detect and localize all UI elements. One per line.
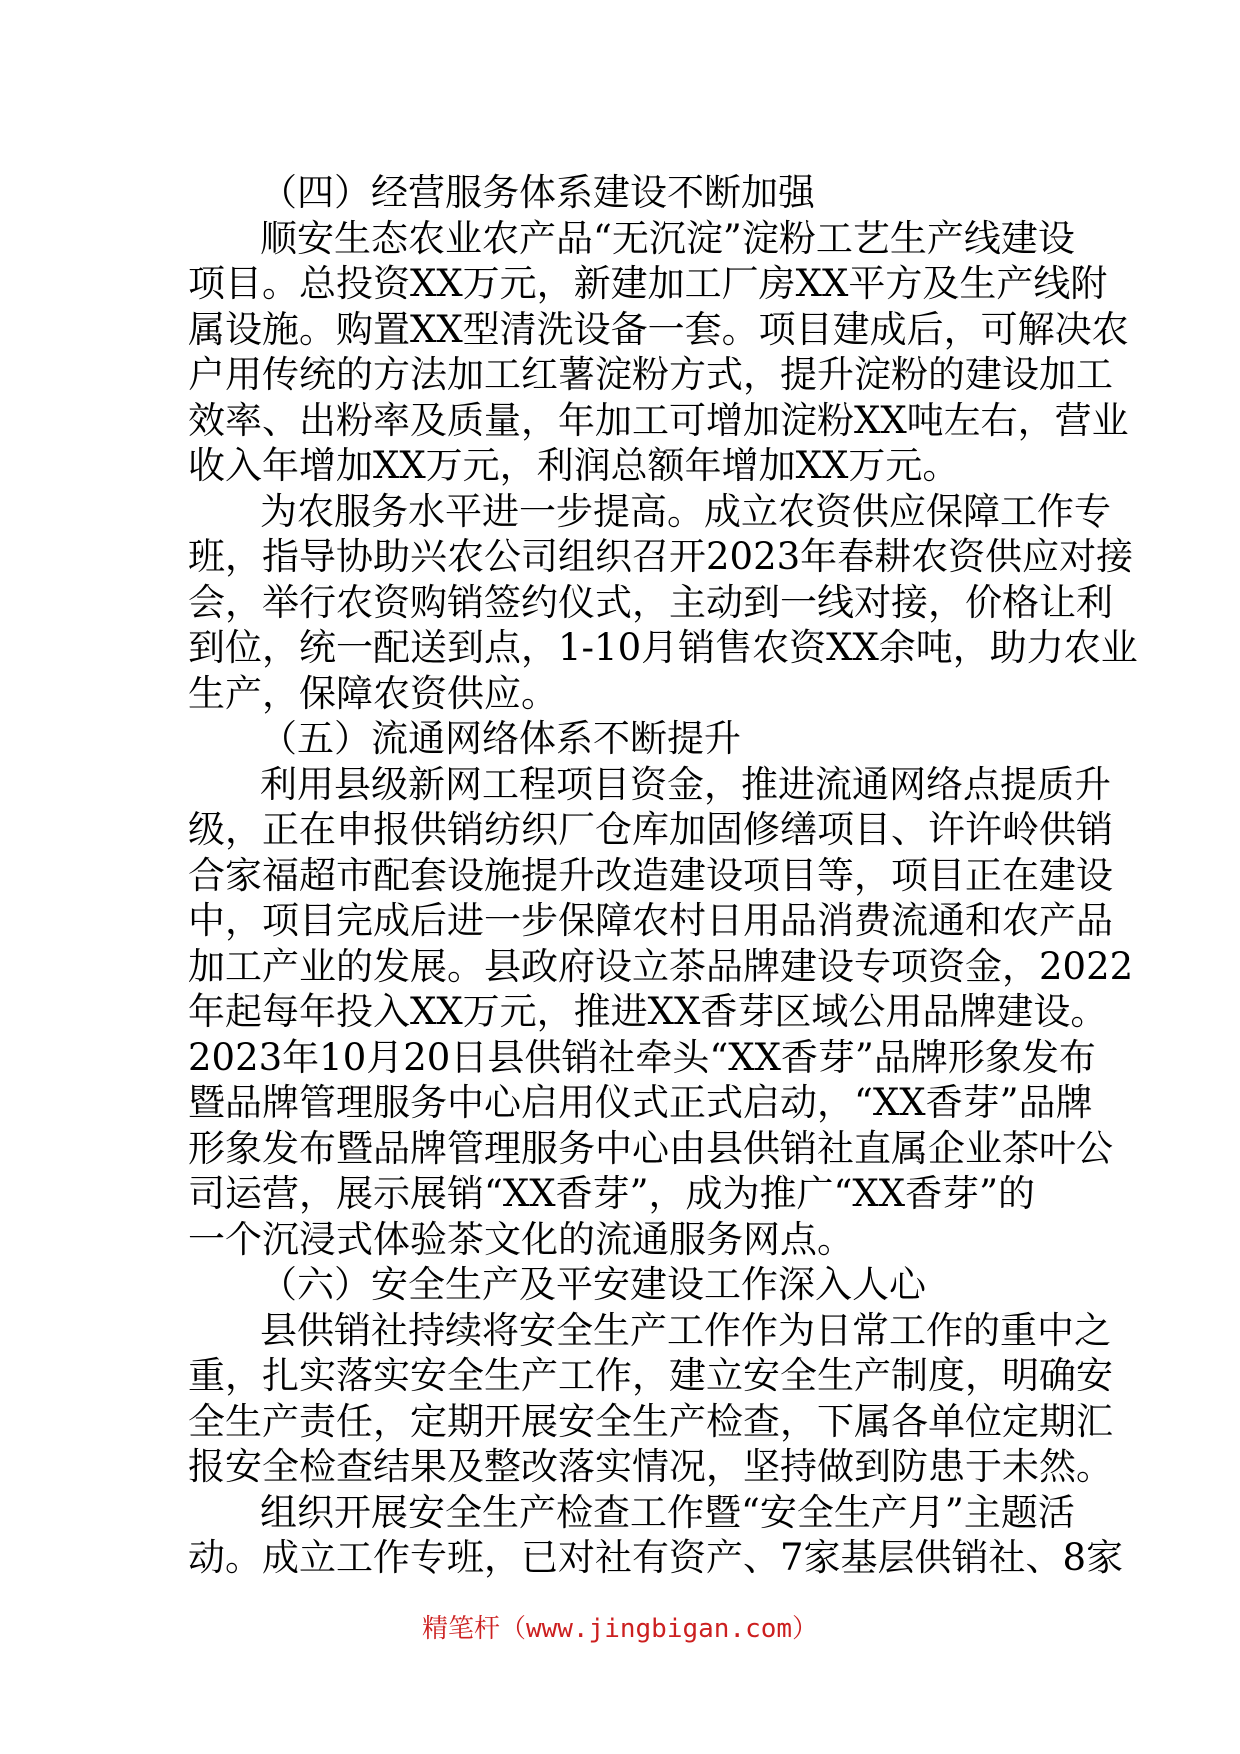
paragraph-line: 项目。总投资XX万元，新建加工厂房XX平方及生产线附	[188, 262, 1108, 305]
paragraph-line: 到位，统一配送到点，1-10月销售农资XX余吨，助力农业	[188, 626, 1138, 669]
paragraph-line: 户用传统的方法加工红薯淀粉方式，提升淀粉的建设加工	[188, 353, 1113, 396]
paragraph-line: 收入年增加XX万元，利润总额年增加XX万元。	[188, 444, 960, 487]
paragraph-line: 重，扎实落实安全生产工作，建立安全生产制度，明确安	[188, 1354, 1113, 1397]
paragraph-line: 班，指导协助兴农公司组织召开2023年春耕农资供应对接	[188, 535, 1134, 578]
paragraph-line: 生产，保障农资供应。	[188, 671, 558, 715]
paragraph-line: 为农服务水平进一步提高。成立农资供应保障工作专	[260, 489, 1111, 533]
paragraph-line: 年起每年投入XX万元，推进XX香芽区域公用品牌建设。	[188, 990, 1108, 1033]
section-heading-6: （六）安全生产及平安建设工作深入人心	[260, 1263, 926, 1306]
paragraph-line: 报安全检查结果及整改落实情况，坚持做到防患于未然。	[188, 1445, 1113, 1488]
paragraph-line: 会，举行农资购销签约仪式，主动到一线对接，价格让利	[188, 580, 1113, 624]
paragraph-line: 加工产业的发展。县政府设立茶品牌建设专项资金，2022	[188, 944, 1134, 988]
paragraph-line: 全生产责任，定期开展安全生产检查，下属各单位定期汇	[188, 1399, 1113, 1443]
paragraph-line: 属设施。购置XX型清洗设备一套。项目建成后，可解决农	[188, 307, 1129, 351]
paragraph-line: 动。成立工作专班，已对社有资产、7家基层供销社、8家	[188, 1536, 1124, 1579]
paragraph-line: 合家福超市配套设施提升改造建设项目等，项目正在建设	[188, 853, 1113, 897]
paragraph-line: 暨品牌管理服务中心启用仪式正式启动，“XX香芽”品牌	[188, 1081, 1093, 1124]
paragraph-line: 中，项目完成后进一步保障农村日用品消费流通和农产品	[188, 899, 1113, 942]
footer-watermark: 精笔杆（www.jingbigan.com）	[421, 1614, 819, 1644]
section-heading-4: （四）经营服务体系建设不断加强	[260, 171, 815, 214]
paragraph-line: 效率、出粉率及质量，年加工可增加淀粉XX吨左右，营业	[188, 398, 1129, 442]
paragraph-line: 司运营，展示展销“XX香芽”，成为推广“XX香芽”的	[188, 1172, 1036, 1215]
paragraph-line: 组织开展安全生产检查工作暨“安全生产月”主题活	[260, 1490, 1075, 1534]
document-body	[188, 170, 1138, 1581]
paragraph-line: 县供销社持续将安全生产工作作为日常工作的重中之	[260, 1308, 1111, 1352]
paragraph-line: 级，正在申报供销纺织厂仓库加固修缮项目、许许岭供销	[188, 808, 1113, 851]
paragraph-line: 2023年10月20日县供销社牵头“XX香芽”品牌形象发布	[188, 1035, 1096, 1079]
paragraph-line: 一个沉浸式体验茶文化的流通服务网点。	[188, 1217, 854, 1261]
paragraph-line: 利用县级新网工程项目资金，推进流通网络点提质升	[260, 762, 1111, 806]
paragraph-line: 形象发布暨品牌管理服务中心由县供销社直属企业茶叶公	[188, 1126, 1113, 1170]
section-heading-5: （五）流通网络体系不断提升	[260, 717, 741, 760]
paragraph-line: 顺安生态农业农产品“无沉淀”淀粉工艺生产线建设	[260, 216, 1075, 260]
